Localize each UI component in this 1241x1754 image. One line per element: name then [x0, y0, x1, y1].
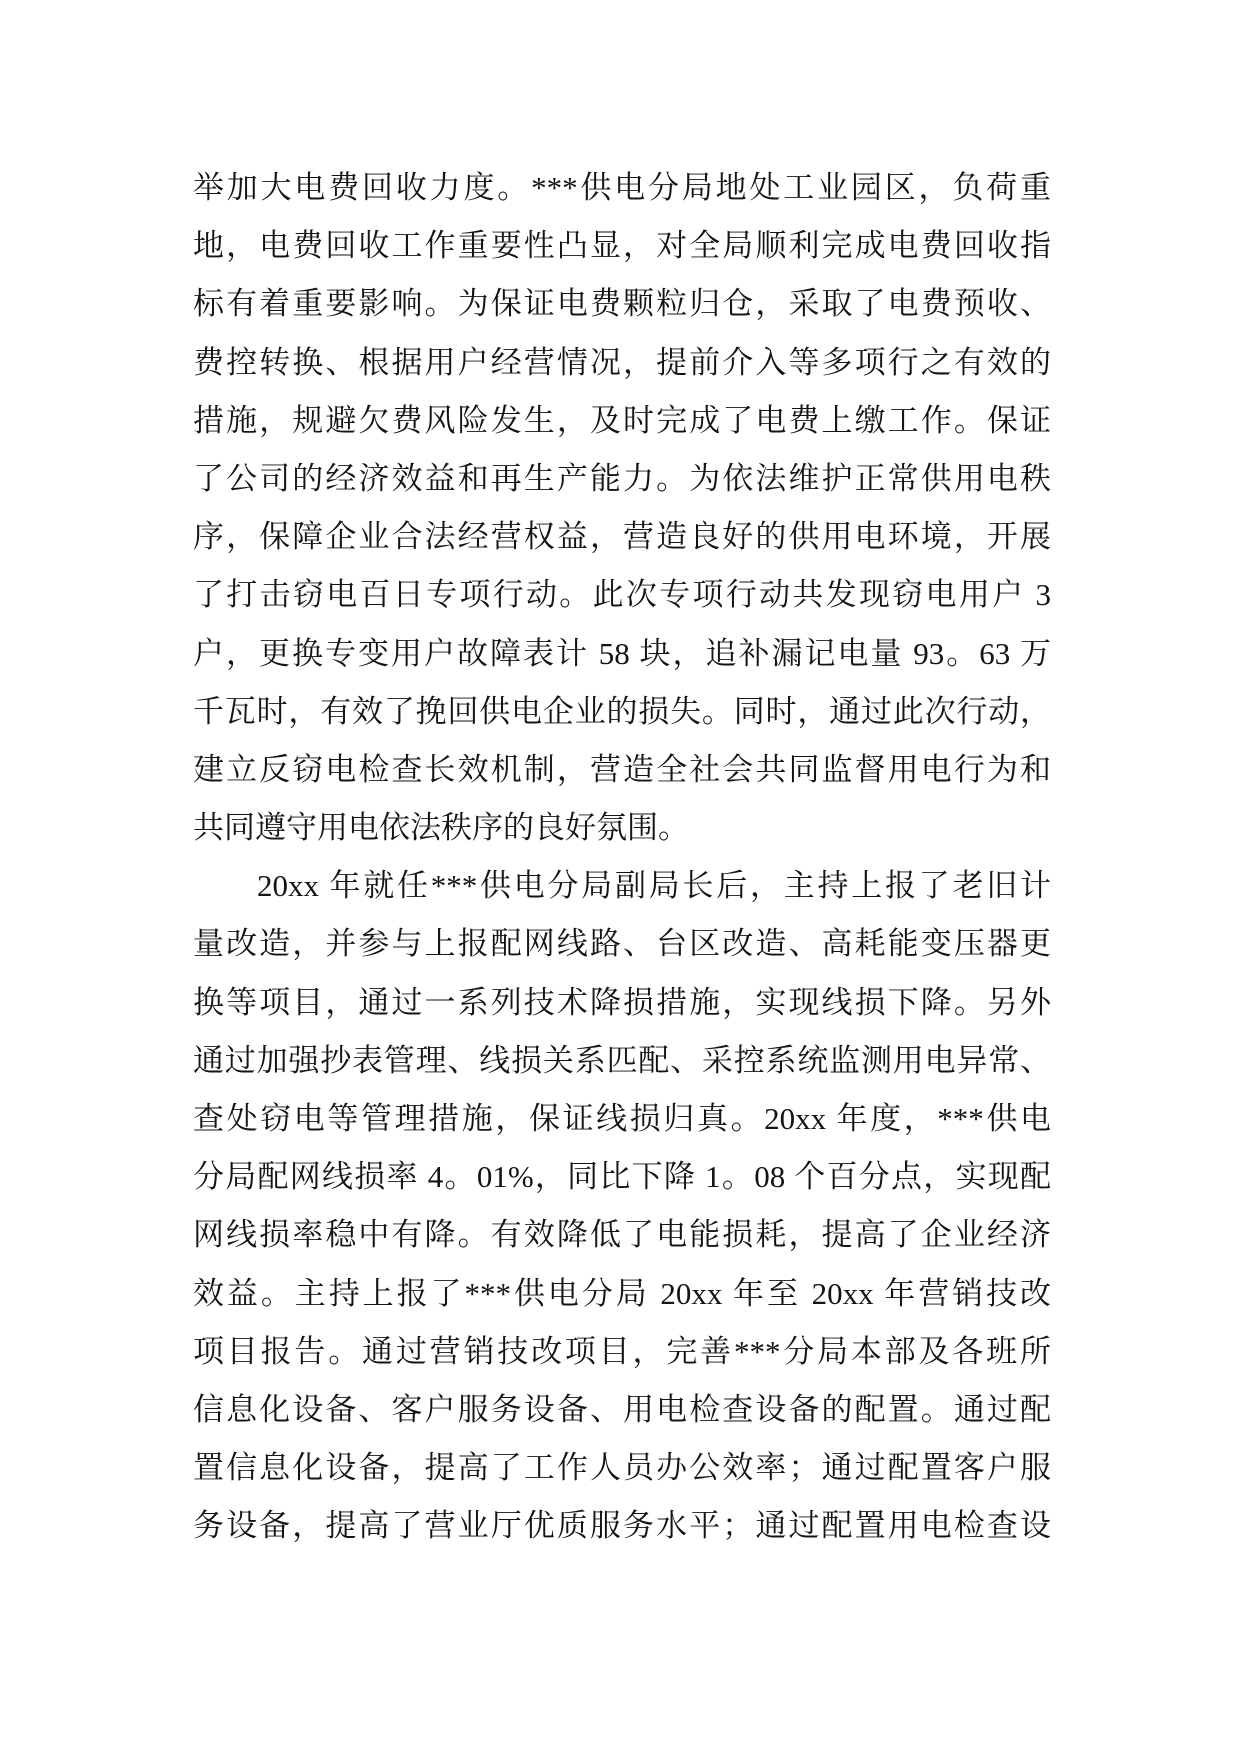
- text-line: 地，电费回收工作重要性凸显，对全局顺利完成电费回收指: [193, 228, 1051, 264]
- text-line: 换等项目，通过一系列技术降损措施，实现线损下降。另外: [193, 984, 1051, 1020]
- text-line: 查处窃电等管理措施，保证线损归真。20xx 年度，***供电: [193, 1101, 1051, 1136]
- text-line: 信息化设备、客户服务设备、用电检查设备的配置。通过配: [193, 1391, 1051, 1427]
- text-line: 建立反窃电检查长效机制，营造全社会共同监督用电行为和: [193, 751, 1051, 787]
- text-line: 费控转换、根据用户经营情况，提前介入等多项行之有效的: [193, 344, 1051, 380]
- text-line: 量改造，并参与上报配网线路、台区改造、高耗能变压器更: [193, 926, 1051, 962]
- text-line: 务设备，提高了营业厅优质服务水平；通过配置用电检查设: [193, 1508, 1051, 1544]
- text-line: 共同遵守用电依法秩序的良好氛围。: [193, 810, 689, 846]
- text-line: 千瓦时，有效了挽回供电企业的损失。同时，通过此次行动，: [193, 693, 1051, 729]
- text-line: 分局配网线损率 4。01%，同比下降 1。08 个百分点，实现配: [193, 1159, 1051, 1195]
- text-line: 通过加强抄表管理、线损关系匹配、采控系统监测用电异常、: [193, 1042, 1051, 1078]
- text-line: 置信息化设备，提高了工作人员办公效率；通过配置客户服: [193, 1450, 1051, 1486]
- paragraph-1: [193, 159, 1051, 857]
- text-line: 户，更换专变用户故障表计 58 块，追补漏记电量 93。63 万: [193, 635, 1051, 671]
- text-line: 举加大电费回收力度。***供电分局地处工业园区，负荷重: [193, 170, 1051, 205]
- text-line: 序，保障企业合法经营权益，营造良好的供用电环境，开展: [193, 519, 1051, 555]
- text-line: 项目报告。通过营销技改项目，完善***分局本部及各班所: [193, 1333, 1051, 1369]
- paragraph-2: [193, 857, 1051, 1555]
- text-line: 措施，规避欠费风险发生，及时完成了电费上缴工作。保证: [193, 402, 1051, 438]
- text-line: 效益。主持上报了***供电分局 20xx 年至 20xx 年营销技改: [193, 1275, 1051, 1311]
- text-line: 20xx 年就任***供电分局副局长后，主持上报了老旧计: [257, 868, 1051, 904]
- body-text: [193, 159, 1051, 1556]
- text-line: 标有着重要影响。为保证电费颗粒归仓，采取了电费预收、: [193, 286, 1051, 322]
- text-line: 网线损率稳中有降。有效降低了电能损耗，提高了企业经济: [193, 1217, 1051, 1253]
- text-line: 了公司的经济效益和再生产能力。为依法维护正常供用电秩: [193, 460, 1051, 496]
- text-line: 了打击窃电百日专项行动。此次专项行动共发现窃电用户 3: [193, 577, 1051, 613]
